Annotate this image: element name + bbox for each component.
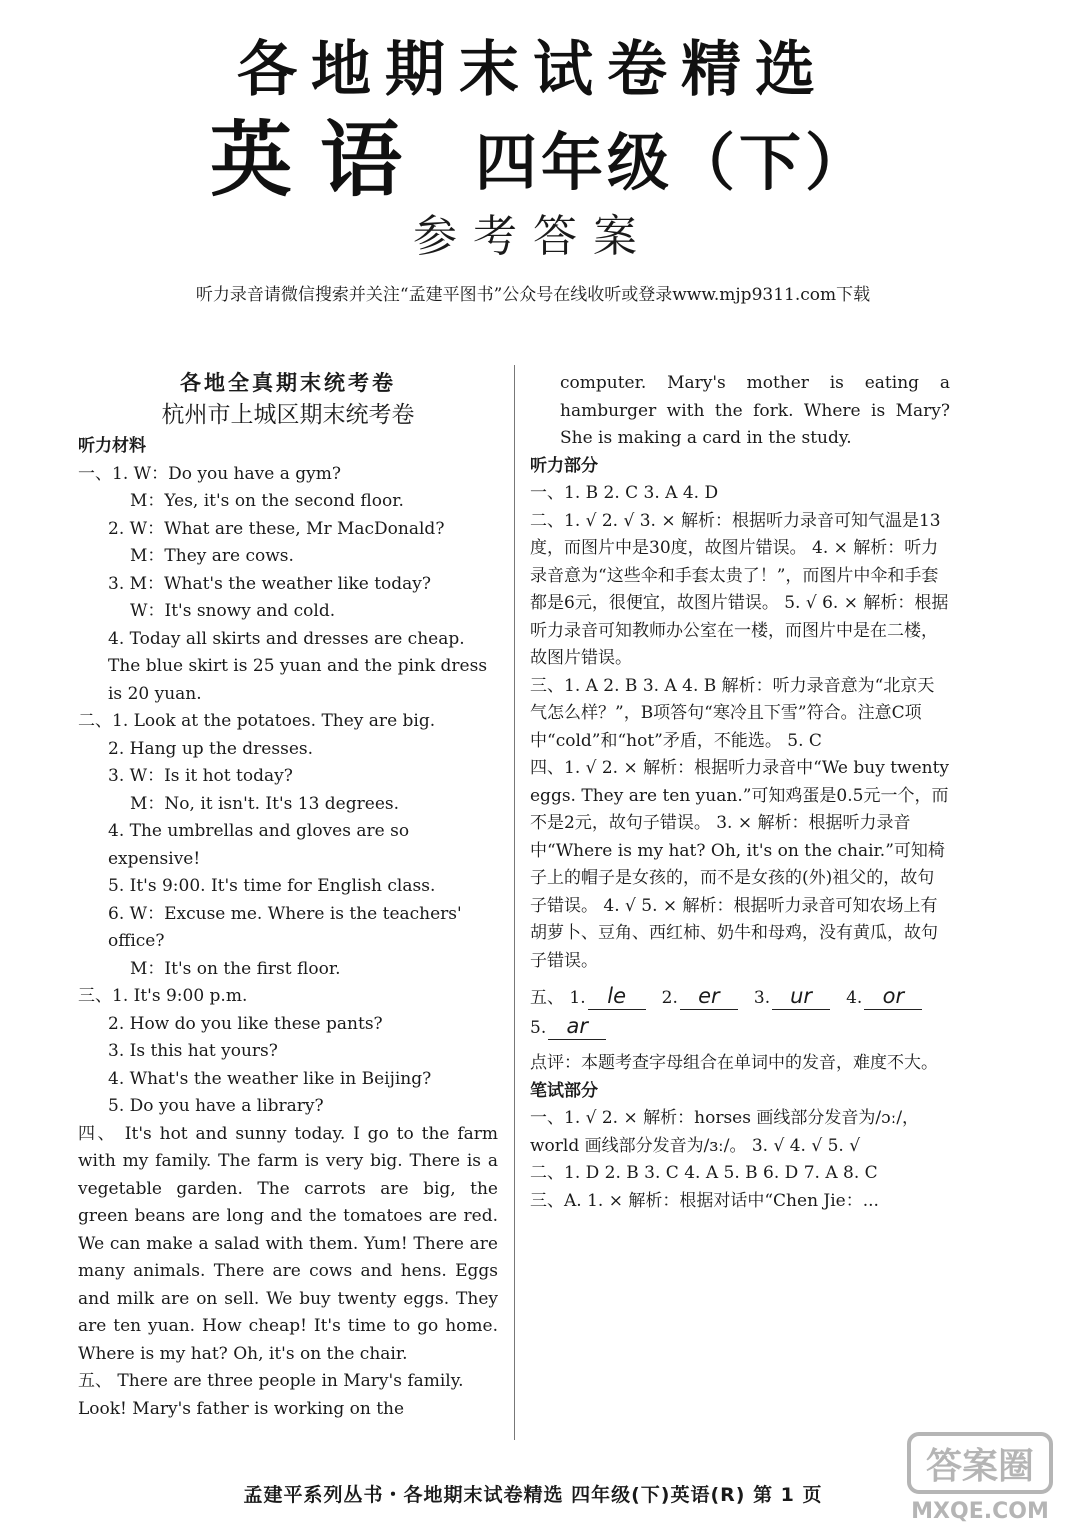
material-line: 5. It's 9:00. It's time for English class. [108, 876, 436, 896]
material-line: 2. How do you like these pants? [108, 1013, 383, 1034]
phonics-blanks [530, 983, 950, 1042]
blank-answer: or [864, 983, 922, 1010]
subject-title: 英语 [210, 113, 431, 208]
written-part-heading: 笔试部分 [530, 1080, 598, 1101]
blank-items [530, 984, 938, 1038]
svg-text:答案圈: 答案圈 [925, 1446, 1035, 1487]
blank-item [753, 984, 836, 1008]
material-line: 2. W：What are these, Mr MacDonald? [108, 518, 445, 539]
column-divider [514, 365, 515, 1440]
answer-line: 三、A. 1. × 解析：根据对话中“Chen Jie：... [530, 1190, 879, 1211]
material-line: 6. W：Excuse me. Where is the teachers' office? [108, 903, 462, 951]
listening-answers-list [530, 480, 950, 975]
listening-part-heading: 听力部分 [530, 455, 598, 476]
grade-title: 四年级（下） [475, 126, 872, 199]
answer-line: 二、1. D 2. B 3. C 4. A 5. B 6. D 7. A 8. C [530, 1163, 878, 1183]
exam-title: 杭州市上城区期末统考卷 [161, 401, 415, 428]
blank-item [846, 984, 928, 1008]
material-line: 4. What's the weather like in Beijing? [108, 1068, 432, 1089]
listening-material-list [78, 461, 498, 1424]
material-line: 一、1. W：Do you have a gym? [78, 463, 341, 484]
material-line: 5. Do you have a library? [108, 1096, 324, 1116]
blank-number: 2. [661, 988, 678, 1008]
blank-item [569, 984, 651, 1008]
blanks-prefix: 五、 [530, 988, 564, 1008]
material-line: 五、 There are three people in Mary's family. Look! Mary's father is working on the [78, 1371, 464, 1419]
blank-number: 3. [753, 988, 771, 1008]
subject-grade-row [210, 95, 910, 208]
blank-number: 4. [846, 988, 863, 1008]
answer-line: 三、1. A 2. B 3. A 4. B 解析：听力录音意为“北京天气怎么样？”，B项答句“寒冷且下雪”符合。注意C项中“cold”和“hot”矛盾，不能选。 5. C [530, 675, 935, 751]
material-line: 4. The umbrellas and gloves are so expensive! [108, 821, 410, 869]
answer-line: 二、1. √ 2. √ 3. × 解析：根据听力录音可知气温是13度，而图片中是30度，故图片错误。 4. × 解析：听力录音意为“这些伞和手套太贵了！”，而图片中伞和手套都是6元，很便宜，故图片错误。 5. √ 6. × 解析：根据听力录音可知教师办公室在一楼，而图片中是在二楼，故图片错误。 [530, 510, 949, 668]
answer-line: 一、1. B 2. C 3. A 4. D [530, 483, 719, 503]
blank-item [530, 1013, 612, 1038]
download-notice: 听力录音请微信搜索并关注“孟建平图书”公众号在线收听或登录www.mjp9311.com下载 [195, 285, 871, 305]
material-line: 2. Hang up the dresses. [108, 738, 314, 759]
svg-text:MXQE.COM: MXQE.COM [911, 1499, 1049, 1524]
blank-answer: le [588, 983, 646, 1010]
blank-answer: er [680, 983, 738, 1010]
series-title: 各地期末试卷精选 [237, 35, 829, 105]
material-line: M：They are cows. [130, 546, 294, 566]
blank-number: 5. [530, 1017, 547, 1038]
material-line: 四、 It's hot and sunny today. I go to the farm with my family. The farm is very big. There is a vegetable garden. The carrots are big, the green beans are long and the tomatoes are red. We can make a salad with them. Yum! There are many animals. There are cows and hens. Eggs and milk are on sell. We buy twenty eggs. They are ten yuan. How cheap! It's time to go home. Where is my hat? Oh, it's on the chair. [78, 1123, 498, 1364]
material-line: 4. Today all skirts and dresses are cheap. The blue skirt is 25 yuan and the pink dress is 20 yuan. [108, 628, 488, 704]
watermark-icon [905, 1428, 1055, 1526]
material-line: 三、1. It's 9:00 p.m. [78, 986, 248, 1006]
material-line: 3. Is this hat yours? [108, 1041, 278, 1061]
blank-item [661, 984, 744, 1008]
material-line: M：Yes, it's on the second floor. [130, 491, 404, 511]
answer-line: 四、1. √ 2. × 解析：根据听力录音中“We buy twenty eggs. They are ten yuan.”可知鸡蛋是0.5元一个，而不是2元，故句子错误。 3. × 解析：根据听力录音中“Where is my hat? Oh, it's on the chair.”可知椅子上的帽子是女孩的，而不是女孩的(外)祖父的，故句子错误。 4. √ 5. × 解析：根据听力录音可知农场上有胡萝卜、豆角、西红柿、奶牛和母鸡，没有黄瓜，故句子错误。 [530, 758, 950, 971]
page-footer: 孟建平系列丛书・各地期末试卷精选 四年级(下)英语(R) 第 1 页 [243, 1484, 823, 1506]
watermark-logo [905, 1428, 1055, 1526]
listening-material-heading: 听力材料 [78, 436, 146, 456]
material-line: 二、1. Look at the potatoes. They are big. [78, 711, 436, 731]
right-column [530, 370, 950, 1215]
material-line: 3. M：What's the weather like today? [108, 573, 432, 594]
blank-answer: ar [548, 1013, 606, 1040]
material-line: 3. W：Is it hot today? [108, 766, 293, 786]
left-column [78, 370, 498, 1423]
comment-note: 点评：本题考查字母组合在单词中的发音，难度不大。 [530, 1053, 938, 1073]
material-line: M：No, it isn't. It's 13 degrees. [130, 793, 400, 814]
material-line: W：It's snowy and cold. [130, 601, 336, 621]
blank-answer: ur [772, 983, 830, 1010]
continued-passage: computer. Mary's mother is eating a hamburger with the fork. Where is Mary? She is making a card in the study. [560, 373, 950, 448]
written-answers-list [530, 1105, 950, 1215]
answers-title: 参考答案 [413, 211, 653, 262]
answer-line: 一、1. √ 2. × 解析：horses 画线部分发音为/ɔː/，world 画线部分发音为/ɜː/。 3. √ 4. √ 5. √ [530, 1108, 920, 1156]
section-title: 各地全真期末统考卷 [180, 371, 396, 395]
blank-number: 1. [569, 988, 586, 1008]
material-line: M：It's on the first floor. [130, 958, 341, 979]
